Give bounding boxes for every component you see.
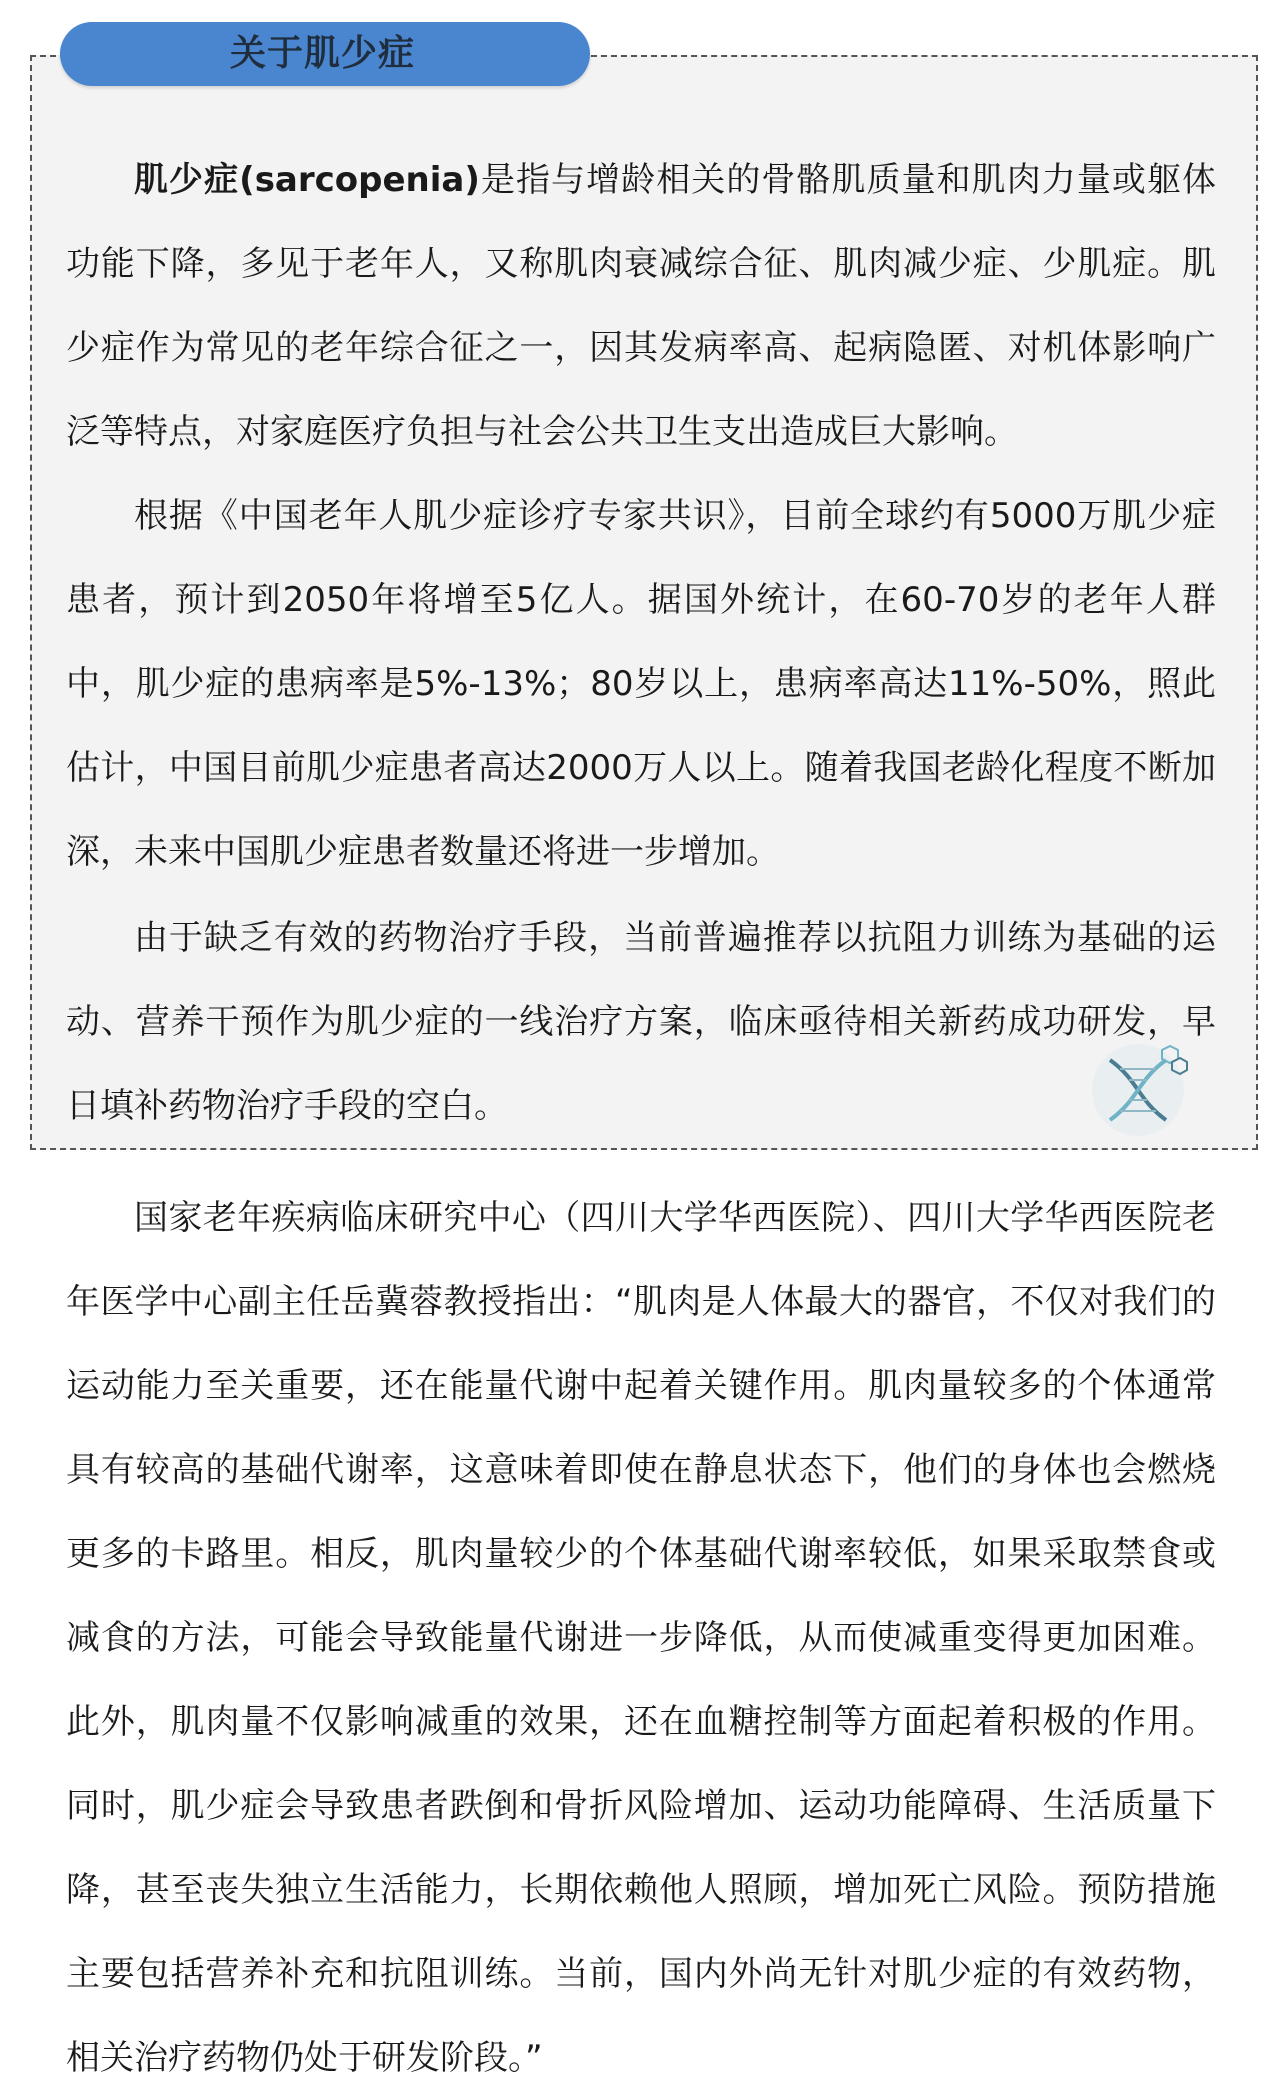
expert-quote-paragraph: 国家老年疾病临床研究中心（四川大学华西医院）、四川大学华西医院老年医学中心副主任岳冀蓉教授指出：“肌肉是人体最大的器官，不仅对我们的运动能力至关重要，还在能量代谢中起着关键作用。肌肉量较多的个体通常具有较高的基础代谢率，这意味着即使在静息状态下，他们的身体也会燃烧更多的卡路里。相反，肌肉量较少的个体基础代谢率较低，如果采取禁食或减食的方法，可能会导致能量代谢进一步降低，从而使减重变得更加困难。此外，肌肉量不仅影响减重的效果，还在血糖控制等方面起着积极的作用。同时，肌少症会导致患者跌倒和骨折风险增加、运动功能障碍、生活质量下降，甚至丧失独立生活能力，长期依赖他人照顾，增加死亡风险。预防措施主要包括营养补充和抗阻训练。当前，国内外尚无针对肌少症的有效药物，相关治疗药物仍处于研发阶段。” (66, 1198, 1216, 2078)
definition-paragraph (66, 138, 1216, 474)
section-title: 关于肌少症 (230, 33, 416, 74)
dna-molecule-icon (1088, 1040, 1188, 1140)
treatment-paragraph: 由于缺乏有效的药物治疗手段，当前普遍推荐以抗阻力训练为基础的运动、营养干预作为肌少症的一线治疗方案，临床亟待相关新药成功研发，早日填补药物治疗手段的空白。 (66, 918, 1216, 1126)
prevalence-paragraph: 根据《中国老年人肌少症诊疗专家共识》，目前全球约有5000万肌少症患者，预计到2050年将增至5亿人。据国外统计，在60-70岁的老年人群中，肌少症的患病率是5%-13%；80岁以上，患病率高达11%-50%，照此估计，中国目前肌少症患者高达2000万人以上。随着我国老龄化程度不断加深，未来中国肌少症患者数量还将进一步增加。 (66, 496, 1216, 872)
definition-text: 是指与增龄相关的骨骼肌质量和肌肉力量或躯体功能下降，多见于老年人，又称肌肉衰减综合征、肌肉减少症、少肌症。肌少症作为常见的老年综合征之一，因其发病率高、起病隐匿、对机体影响广泛等特点，对家庭医疗负担与社会公共卫生支出造成巨大影响。 (66, 160, 1216, 452)
section-title-tab (60, 22, 590, 86)
term-sarcopenia: 肌少症(sarcopenia) (134, 160, 480, 200)
